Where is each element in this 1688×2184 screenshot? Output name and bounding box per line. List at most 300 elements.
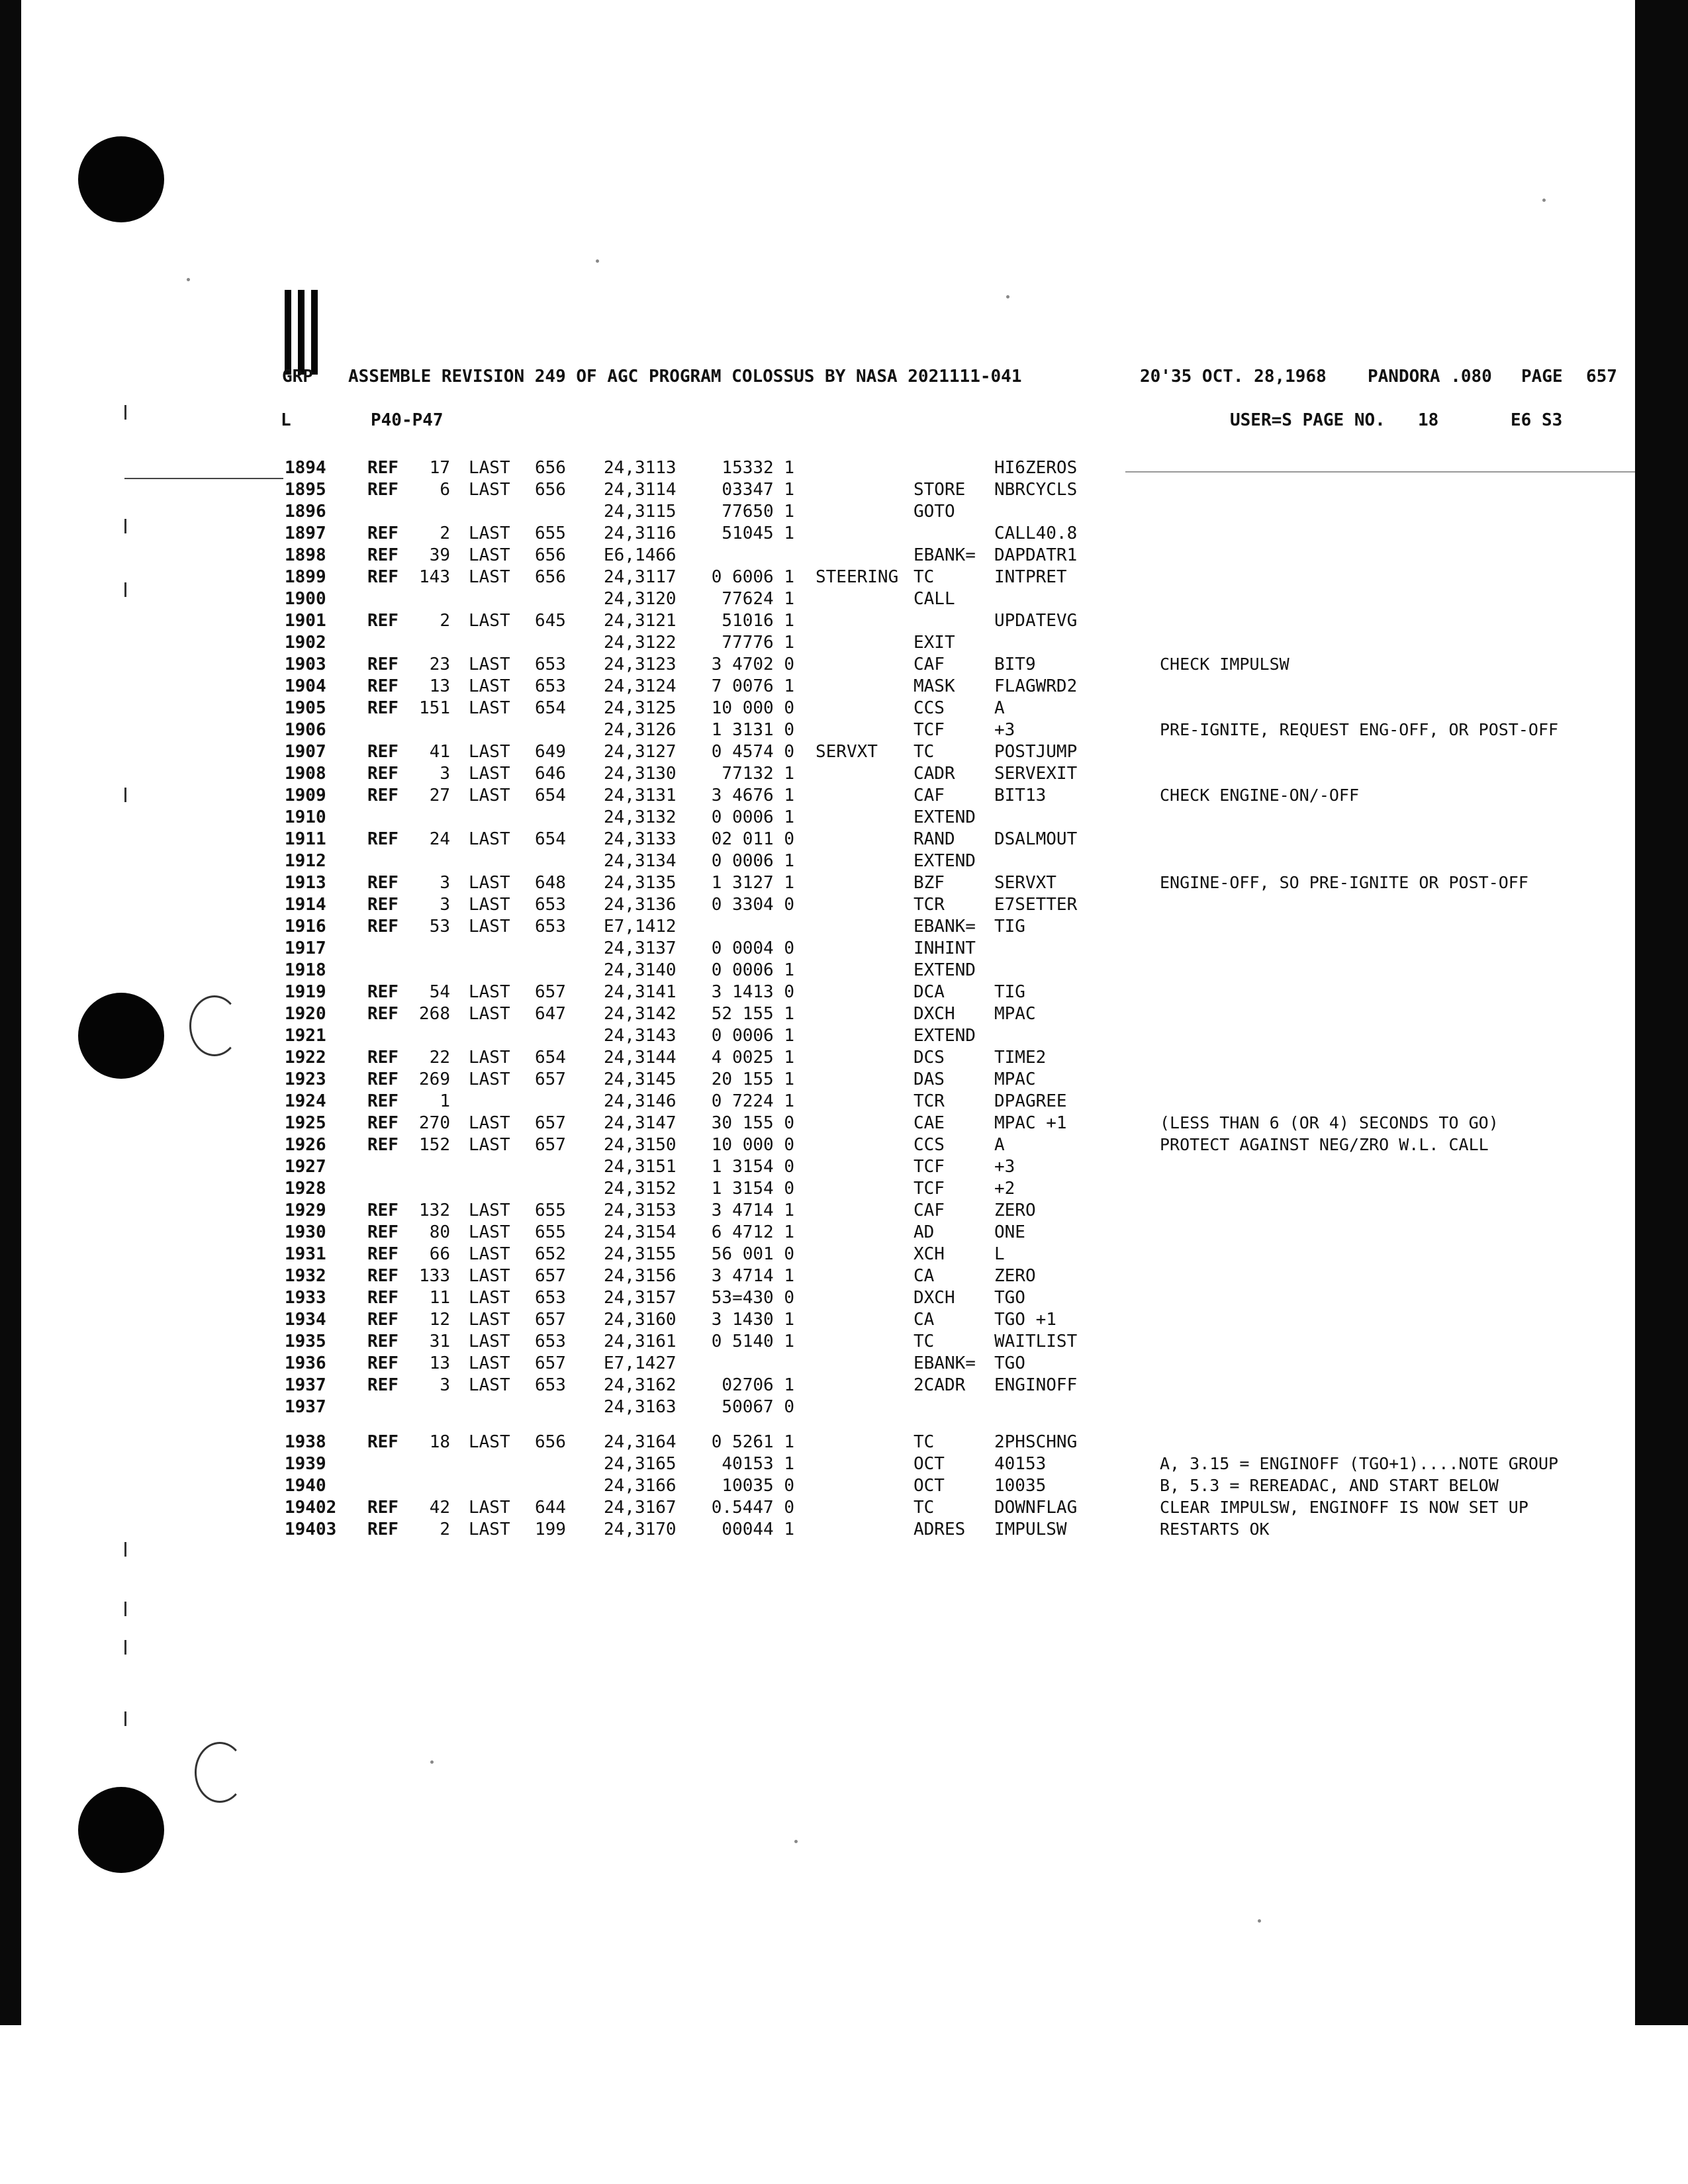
operand: TIG (994, 917, 1025, 936)
listing-row (0, 545, 1688, 567)
last-tag: LAST (469, 676, 510, 696)
address: 24,3160 (604, 1310, 677, 1330)
ref-count: 152 (419, 1135, 450, 1155)
section-name: P40-P47 (371, 410, 444, 430)
opcode: CAE (914, 1113, 945, 1133)
opcode: CAF (914, 1201, 945, 1220)
opcode: TCF (914, 720, 945, 740)
ref-count: 66 (429, 1244, 450, 1264)
opcode: GOTO (914, 502, 955, 522)
ref-count: 2 (440, 1520, 450, 1539)
last-tag: LAST (469, 1004, 510, 1024)
octal-word: 4 0025 1 (711, 1048, 794, 1068)
ref-tag: REF (367, 764, 399, 784)
last-page: 653 (535, 917, 566, 936)
address: 24,3125 (604, 698, 677, 718)
address: 24,3152 (604, 1179, 677, 1199)
address: 24,3117 (604, 567, 677, 587)
ref-tag: REF (367, 1069, 399, 1089)
ref-count: 39 (429, 545, 450, 565)
line-number: 1921 (285, 1026, 326, 1046)
address: 24,3123 (604, 655, 677, 674)
listing-row (0, 851, 1688, 872)
operand: TIG (994, 982, 1025, 1002)
last-tag: LAST (469, 1135, 510, 1155)
ref-count: 3 (440, 1375, 450, 1395)
address: E6,1466 (604, 545, 677, 565)
last-tag: LAST (469, 1201, 510, 1220)
listing-row (0, 1432, 1688, 1453)
line-number: 1895 (285, 480, 326, 500)
last-tag: LAST (469, 480, 510, 500)
address: 24,3113 (604, 458, 677, 478)
address: 24,3162 (604, 1375, 677, 1395)
operand: HI6ZEROS (994, 458, 1078, 478)
octal-word: 3 4702 0 (711, 655, 794, 674)
ref-count: 23 (429, 655, 450, 674)
last-page: 654 (535, 829, 566, 849)
line-number: 1910 (285, 807, 326, 827)
bank-info: E6 S3 (1511, 410, 1563, 430)
operand: DPAGREE (994, 1091, 1067, 1111)
ref-count: 18 (429, 1432, 450, 1452)
last-tag: LAST (469, 1048, 510, 1068)
opcode: EXTEND (914, 1026, 976, 1046)
octal-word: 52 155 1 (711, 1004, 794, 1024)
operand: CALL40.8 (994, 523, 1078, 543)
line-number: 1925 (285, 1113, 326, 1133)
line-number: 1912 (285, 851, 326, 871)
last-page: 653 (535, 1332, 566, 1351)
last-tag: LAST (469, 1375, 510, 1395)
operand: DOWNFLAG (994, 1498, 1078, 1518)
ref-tag: REF (367, 480, 399, 500)
operand: ZERO (994, 1201, 1036, 1220)
last-page: 656 (535, 480, 566, 500)
line-number: 1904 (285, 676, 326, 696)
last-page: 649 (535, 742, 566, 762)
octal-word: 3 4714 1 (711, 1266, 794, 1286)
address: 24,3165 (604, 1454, 677, 1474)
address: 24,3126 (604, 720, 677, 740)
address: 24,3122 (604, 633, 677, 653)
listing-row (0, 1353, 1688, 1375)
comment: B, 5.3 = REREADAC, AND START BELOW (1160, 1476, 1499, 1495)
line-number: 1913 (285, 873, 326, 893)
operand: SERVXT (994, 873, 1056, 893)
last-page: 653 (535, 655, 566, 674)
ref-tag: REF (367, 1498, 399, 1518)
ref-count: 80 (429, 1222, 450, 1242)
octal-word: 6 4712 1 (711, 1222, 794, 1242)
octal-word: 1 3154 0 (711, 1157, 794, 1177)
opcode: RAND (914, 829, 955, 849)
ref-count: 6 (440, 480, 450, 500)
listing-row (0, 1048, 1688, 1069)
operand: ONE (994, 1222, 1025, 1242)
address: 24,3145 (604, 1069, 677, 1089)
octal-word: 20 155 1 (711, 1069, 794, 1089)
opcode: CCS (914, 1135, 945, 1155)
last-tag: LAST (469, 1113, 510, 1133)
octal-word: 00044 1 (722, 1520, 794, 1539)
octal-word: 3 1430 1 (711, 1310, 794, 1330)
ref-count: 143 (419, 567, 450, 587)
opcode: AD (914, 1222, 935, 1242)
last-page: 654 (535, 698, 566, 718)
address: 24,3167 (604, 1498, 677, 1518)
listing-row (0, 1310, 1688, 1331)
opcode: EXTEND (914, 960, 976, 980)
operand: SERVEXIT (994, 764, 1078, 784)
address: 24,3137 (604, 938, 677, 958)
operand: WAITLIST (994, 1332, 1078, 1351)
listing-row (0, 1201, 1688, 1222)
last-page: 655 (535, 1201, 566, 1220)
opcode: STORE (914, 480, 966, 500)
listing-row (0, 1179, 1688, 1200)
ref-tag: REF (367, 1004, 399, 1024)
ref-tag: REF (367, 458, 399, 478)
listing-row (0, 633, 1688, 654)
listing-row (0, 655, 1688, 676)
user-page-label: USER=S PAGE NO. (1230, 410, 1385, 430)
opcode: OCT (914, 1476, 945, 1496)
octal-word: 51045 1 (722, 523, 794, 543)
operand: POSTJUMP (994, 742, 1078, 762)
ref-count: 17 (429, 458, 450, 478)
ref-tag: REF (367, 786, 399, 805)
listing-row (0, 1069, 1688, 1091)
last-tag: LAST (469, 1266, 510, 1286)
line-number: 1930 (285, 1222, 326, 1242)
address: 24,3130 (604, 764, 677, 784)
last-page: 656 (535, 458, 566, 478)
octal-word: 77650 1 (722, 502, 794, 522)
address: 24,3156 (604, 1266, 677, 1286)
listing-row (0, 938, 1688, 960)
line-number: 1894 (285, 458, 326, 478)
ref-count: 133 (419, 1266, 450, 1286)
listing-row (0, 1288, 1688, 1309)
last-page: 648 (535, 873, 566, 893)
listing-row (0, 1397, 1688, 1418)
ref-count: 3 (440, 764, 450, 784)
opcode: TC (914, 567, 935, 587)
address: 24,3131 (604, 786, 677, 805)
ref-count: 1 (440, 1091, 450, 1111)
assembly-timestamp: 20'35 OCT. 28,1968 (1140, 367, 1327, 387)
line-number: 1927 (285, 1157, 326, 1177)
line-number: 1923 (285, 1069, 326, 1089)
ref-tag: REF (367, 829, 399, 849)
octal-word: 3 4676 1 (711, 786, 794, 805)
octal-word: 7 0076 1 (711, 676, 794, 696)
line-number: 1905 (285, 698, 326, 718)
octal-word: 02 011 0 (711, 829, 794, 849)
line-number: 1918 (285, 960, 326, 980)
line-number: 19403 (285, 1520, 337, 1539)
opcode: OCT (914, 1454, 945, 1474)
operand: TGO +1 (994, 1310, 1056, 1330)
last-page: 653 (535, 676, 566, 696)
line-number: 1906 (285, 720, 326, 740)
ref-count: 11 (429, 1288, 450, 1308)
last-page: 657 (535, 1135, 566, 1155)
opcode: CAF (914, 655, 945, 674)
opcode: EXIT (914, 633, 955, 653)
octal-word: 1 3131 0 (711, 720, 794, 740)
listing-row (0, 1498, 1688, 1519)
address: 24,3134 (604, 851, 677, 871)
address: 24,3161 (604, 1332, 677, 1351)
last-page: 654 (535, 1048, 566, 1068)
comment: ENGINE-OFF, SO PRE-IGNITE OR POST-OFF (1160, 873, 1528, 892)
line-number: 1902 (285, 633, 326, 653)
last-tag: LAST (469, 1498, 510, 1518)
listing-row (0, 764, 1688, 785)
ref-tag: REF (367, 698, 399, 718)
opcode: TC (914, 742, 935, 762)
listing-row (0, 1476, 1688, 1497)
octal-word: 77776 1 (722, 633, 794, 653)
last-page: 657 (535, 1069, 566, 1089)
line-number: 1928 (285, 1179, 326, 1199)
octal-word: 50067 0 (722, 1397, 794, 1417)
ref-tag: REF (367, 523, 399, 543)
ref-count: 12 (429, 1310, 450, 1330)
ref-count: 270 (419, 1113, 450, 1133)
opcode: CADR (914, 764, 955, 784)
comment: CLEAR IMPULSW, ENGINOFF IS NOW SET UP (1160, 1498, 1528, 1517)
last-tag: LAST (469, 1520, 510, 1539)
line-number: 1937 (285, 1397, 326, 1417)
ref-tag: REF (367, 676, 399, 696)
line-number: 1929 (285, 1201, 326, 1220)
line-number: 1932 (285, 1266, 326, 1286)
listing-row (0, 960, 1688, 981)
last-tag: LAST (469, 611, 510, 631)
listing-row (0, 807, 1688, 829)
address: 24,3121 (604, 611, 677, 631)
line-number: 1896 (285, 502, 326, 522)
listing-row (0, 742, 1688, 763)
ref-count: 13 (429, 1353, 450, 1373)
operand: UPDATEVG (994, 611, 1078, 631)
operand: INTPRET (994, 567, 1067, 587)
octal-word: 0 0006 1 (711, 851, 794, 871)
ref-count: 27 (429, 786, 450, 805)
octal-word: 10 000 0 (711, 1135, 794, 1155)
ref-count: 3 (440, 895, 450, 915)
address: 24,3135 (604, 873, 677, 893)
octal-word: 0 5140 1 (711, 1332, 794, 1351)
ref-tag: REF (367, 742, 399, 762)
last-page: 653 (535, 1288, 566, 1308)
operand: 10035 (994, 1476, 1047, 1496)
octal-word: 40153 1 (722, 1454, 794, 1474)
listing-row (0, 1157, 1688, 1178)
address: 24,3132 (604, 807, 677, 827)
line-number: 1933 (285, 1288, 326, 1308)
last-page: 657 (535, 1113, 566, 1133)
line-number: 1937 (285, 1375, 326, 1395)
listing-row (0, 786, 1688, 807)
opcode: ADRES (914, 1520, 966, 1539)
address: 24,3143 (604, 1026, 677, 1046)
operand: TGO (994, 1288, 1025, 1308)
listing-row (0, 589, 1688, 610)
address: 24,3127 (604, 742, 677, 762)
ref-count: 2 (440, 611, 450, 631)
octal-word: 0 5261 1 (711, 1432, 794, 1452)
operand: E7SETTER (994, 895, 1078, 915)
ref-count: 151 (419, 698, 450, 718)
last-tag: LAST (469, 567, 510, 587)
ref-tag: REF (367, 1135, 399, 1155)
octal-word: 56 001 0 (711, 1244, 794, 1264)
page-number: 657 (1586, 367, 1617, 387)
last-tag: LAST (469, 917, 510, 936)
line-number: 1934 (285, 1310, 326, 1330)
site-name: PANDORA .080 (1368, 367, 1492, 387)
line-number: 1916 (285, 917, 326, 936)
ref-tag: REF (367, 1353, 399, 1373)
ref-tag: REF (367, 545, 399, 565)
operand: MPAC (994, 1004, 1036, 1024)
last-page: 655 (535, 523, 566, 543)
last-page: 653 (535, 1375, 566, 1395)
line-number: 1940 (285, 1476, 326, 1496)
address: 24,3166 (604, 1476, 677, 1496)
line-number: 1897 (285, 523, 326, 543)
operand: TIME2 (994, 1048, 1047, 1068)
last-tag: LAST (469, 742, 510, 762)
line-number: 1935 (285, 1332, 326, 1351)
ref-tag: REF (367, 1222, 399, 1242)
opcode: EXTEND (914, 807, 976, 827)
octal-word: 1 3127 1 (711, 873, 794, 893)
last-page: 657 (535, 1310, 566, 1330)
line-number: 1924 (285, 1091, 326, 1111)
opcode: EBANK= (914, 917, 976, 936)
last-page: 647 (535, 1004, 566, 1024)
last-page: 646 (535, 764, 566, 784)
octal-word: 53=430 0 (711, 1288, 794, 1308)
address: 24,3120 (604, 589, 677, 609)
operand: MPAC (994, 1069, 1036, 1089)
octal-word: 10 000 0 (711, 698, 794, 718)
address: 24,3154 (604, 1222, 677, 1242)
line-number: 1911 (285, 829, 326, 849)
comment: CHECK IMPULSW (1160, 655, 1289, 674)
ref-tag: REF (367, 1266, 399, 1286)
comment: PRE-IGNITE, REQUEST ENG-OFF, OR POST-OFF (1160, 720, 1559, 739)
octal-word: 0 0006 1 (711, 960, 794, 980)
octal-word: 3 4714 1 (711, 1201, 794, 1220)
octal-word: 0 7224 1 (711, 1091, 794, 1111)
ref-count: 13 (429, 676, 450, 696)
symbol-label: STEERING (816, 567, 899, 587)
line-number: 1908 (285, 764, 326, 784)
listing-row (0, 567, 1688, 588)
line-number: 19402 (285, 1498, 337, 1518)
octal-word: 3 1413 0 (711, 982, 794, 1002)
listing-row (0, 829, 1688, 850)
listing-row (0, 1026, 1688, 1047)
listing-row (0, 1332, 1688, 1353)
operand: TGO (994, 1353, 1025, 1373)
ref-tag: REF (367, 611, 399, 631)
octal-word: 10035 0 (722, 1476, 794, 1496)
opcode: CCS (914, 698, 945, 718)
line-number: 1920 (285, 1004, 326, 1024)
address: 24,3141 (604, 982, 677, 1002)
ref-count: 268 (419, 1004, 450, 1024)
address: 24,3114 (604, 480, 677, 500)
last-page: 645 (535, 611, 566, 631)
address: E7,1412 (604, 917, 677, 936)
last-tag: LAST (469, 1432, 510, 1452)
opcode: TCR (914, 895, 945, 915)
line-number: 1922 (285, 1048, 326, 1068)
last-tag: LAST (469, 1222, 510, 1242)
opcode: DCS (914, 1048, 945, 1068)
line-number: 1907 (285, 742, 326, 762)
comment: (LESS THAN 6 (OR 4) SECONDS TO GO) (1160, 1113, 1499, 1132)
last-page: 657 (535, 1266, 566, 1286)
comment: PROTECT AGAINST NEG/ZRO W.L. CALL (1160, 1135, 1489, 1154)
operand: A (994, 1135, 1005, 1155)
address: 24,3155 (604, 1244, 677, 1264)
line-number: 1901 (285, 611, 326, 631)
last-tag: LAST (469, 764, 510, 784)
listing-row (0, 1004, 1688, 1025)
last-page: 657 (535, 1353, 566, 1373)
octal-word: 03347 1 (722, 480, 794, 500)
opcode: DXCH (914, 1288, 955, 1308)
opcode: DXCH (914, 1004, 955, 1024)
ref-tag: REF (367, 1091, 399, 1111)
opcode: TCF (914, 1157, 945, 1177)
opcode: XCH (914, 1244, 945, 1264)
symbol-label: SERVXT (816, 742, 878, 762)
listing-row (0, 480, 1688, 501)
line-number: 1938 (285, 1432, 326, 1452)
last-tag: LAST (469, 1332, 510, 1351)
octal-word: 0 3304 0 (711, 895, 794, 915)
line-number: 1914 (285, 895, 326, 915)
octal-word: 0 0006 1 (711, 1026, 794, 1046)
address: 24,3150 (604, 1135, 677, 1155)
ref-tag: REF (367, 1332, 399, 1351)
address: 24,3133 (604, 829, 677, 849)
ref-tag: REF (367, 873, 399, 893)
ref-count: 53 (429, 917, 450, 936)
listing-row (0, 611, 1688, 632)
opcode: TCR (914, 1091, 945, 1111)
line-number: 1926 (285, 1135, 326, 1155)
user-page-number: 18 (1418, 410, 1439, 430)
last-page: 656 (535, 1432, 566, 1452)
ref-tag: REF (367, 1113, 399, 1133)
opcode: DAS (914, 1069, 945, 1089)
operand: DAPDATR1 (994, 545, 1078, 565)
last-tag: LAST (469, 786, 510, 805)
ref-count: 3 (440, 873, 450, 893)
opcode: TCF (914, 1179, 945, 1199)
ref-tag: REF (367, 1520, 399, 1539)
